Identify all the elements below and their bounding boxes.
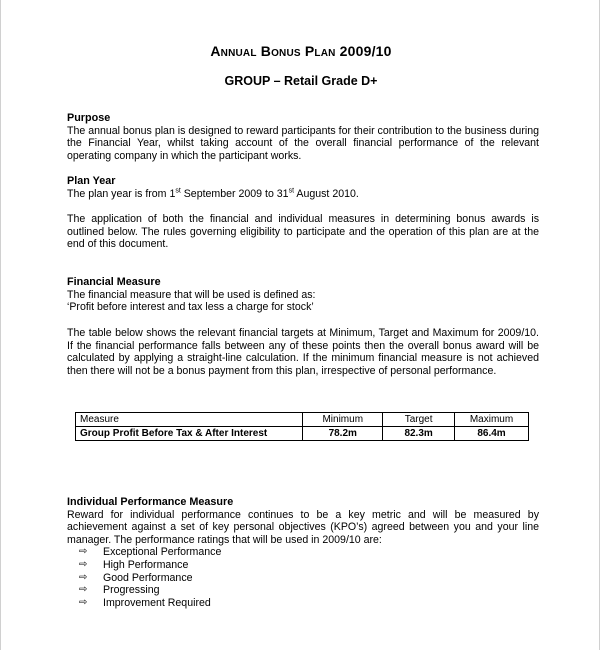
table-header-minimum: Minimum [303,413,383,427]
arrow-right-icon: ⇨ [79,546,88,558]
purpose-section [67,112,539,162]
document-title: Annual Bonus Plan 2009/10 [210,43,392,59]
plan-year-section [67,175,539,200]
table-cell-measure: Group Profit Before Tax & After Interest [76,427,303,441]
table-header-target: Target [383,413,455,427]
table-header-maximum: Maximum [455,413,529,427]
plan-year-text: The plan year is from 1st September 2009 to 31st August 2010. [67,187,359,200]
purpose-text: The annual bonus plan is designed to reward participants for their contribution to the business during the Financial Year, whilst taking account of the overall financial performance of the relevant operating company in which the participant works. [67,124,539,162]
table-cell-maximum: 86.4m [455,427,529,441]
financial-measure-heading: Financial Measure [67,276,161,288]
financial-targets-table [75,412,529,441]
table-cell-minimum: 78.2m [303,427,383,441]
ratings-list [67,546,539,609]
financial-measure-line2: ‘Profit before interest and tax less a charge for stock’ [67,301,314,314]
table-row [76,427,529,441]
list-item: ⇨ Exceptional Performance [79,546,222,559]
purpose-heading: Purpose [67,112,111,124]
plan-year-heading: Plan Year [67,175,116,187]
table-cell-target: 82.3m [383,427,455,441]
table-header-measure: Measure [76,413,303,427]
list-item: ⇨ Improvement Required [79,596,211,609]
arrow-right-icon: ⇨ [79,571,88,583]
plan-year-paragraph: The application of both the financial and individual measures in determining bonus awards is outlined below. The rules governing eligibility to participate and the operation of this plan are at the end of this document. [67,213,539,251]
individual-measure-section [67,496,539,609]
document-subtitle: GROUP – Retail Grade D+ [224,74,378,88]
arrow-right-icon: ⇨ [79,596,88,608]
individual-measure-heading: Individual Performance Measure [67,496,234,508]
arrow-right-icon: ⇨ [79,584,88,596]
list-item: ⇨ High Performance [79,558,189,571]
financial-measure-line1: The financial measure that will be used is defined as: [67,288,316,301]
financial-measure-section [67,276,539,314]
financial-measure-paragraph: The table below shows the relevant financial targets at Minimum, Target and Maximum for 2009/10. If the financial performance falls between any of these points then the overall bonus award will be calculated by applying a straight-line calculation. If the minimum financial measure is not achieved then there will not be a bonus payment from this plan, irrespective of personal performance. [67,327,539,377]
individual-measure-text: Reward for individual performance continues to be a key metric and will be measured by achievement against a set of key personal objectives (KPO’s) agreed between you and your line manager. The performance ratings that will be used in 2009/10 are: [67,508,539,546]
arrow-right-icon: ⇨ [79,558,88,570]
list-item: ⇨ Progressing [79,584,160,597]
table-header-row [76,413,529,427]
list-item: ⇨ Good Performance [79,571,193,584]
